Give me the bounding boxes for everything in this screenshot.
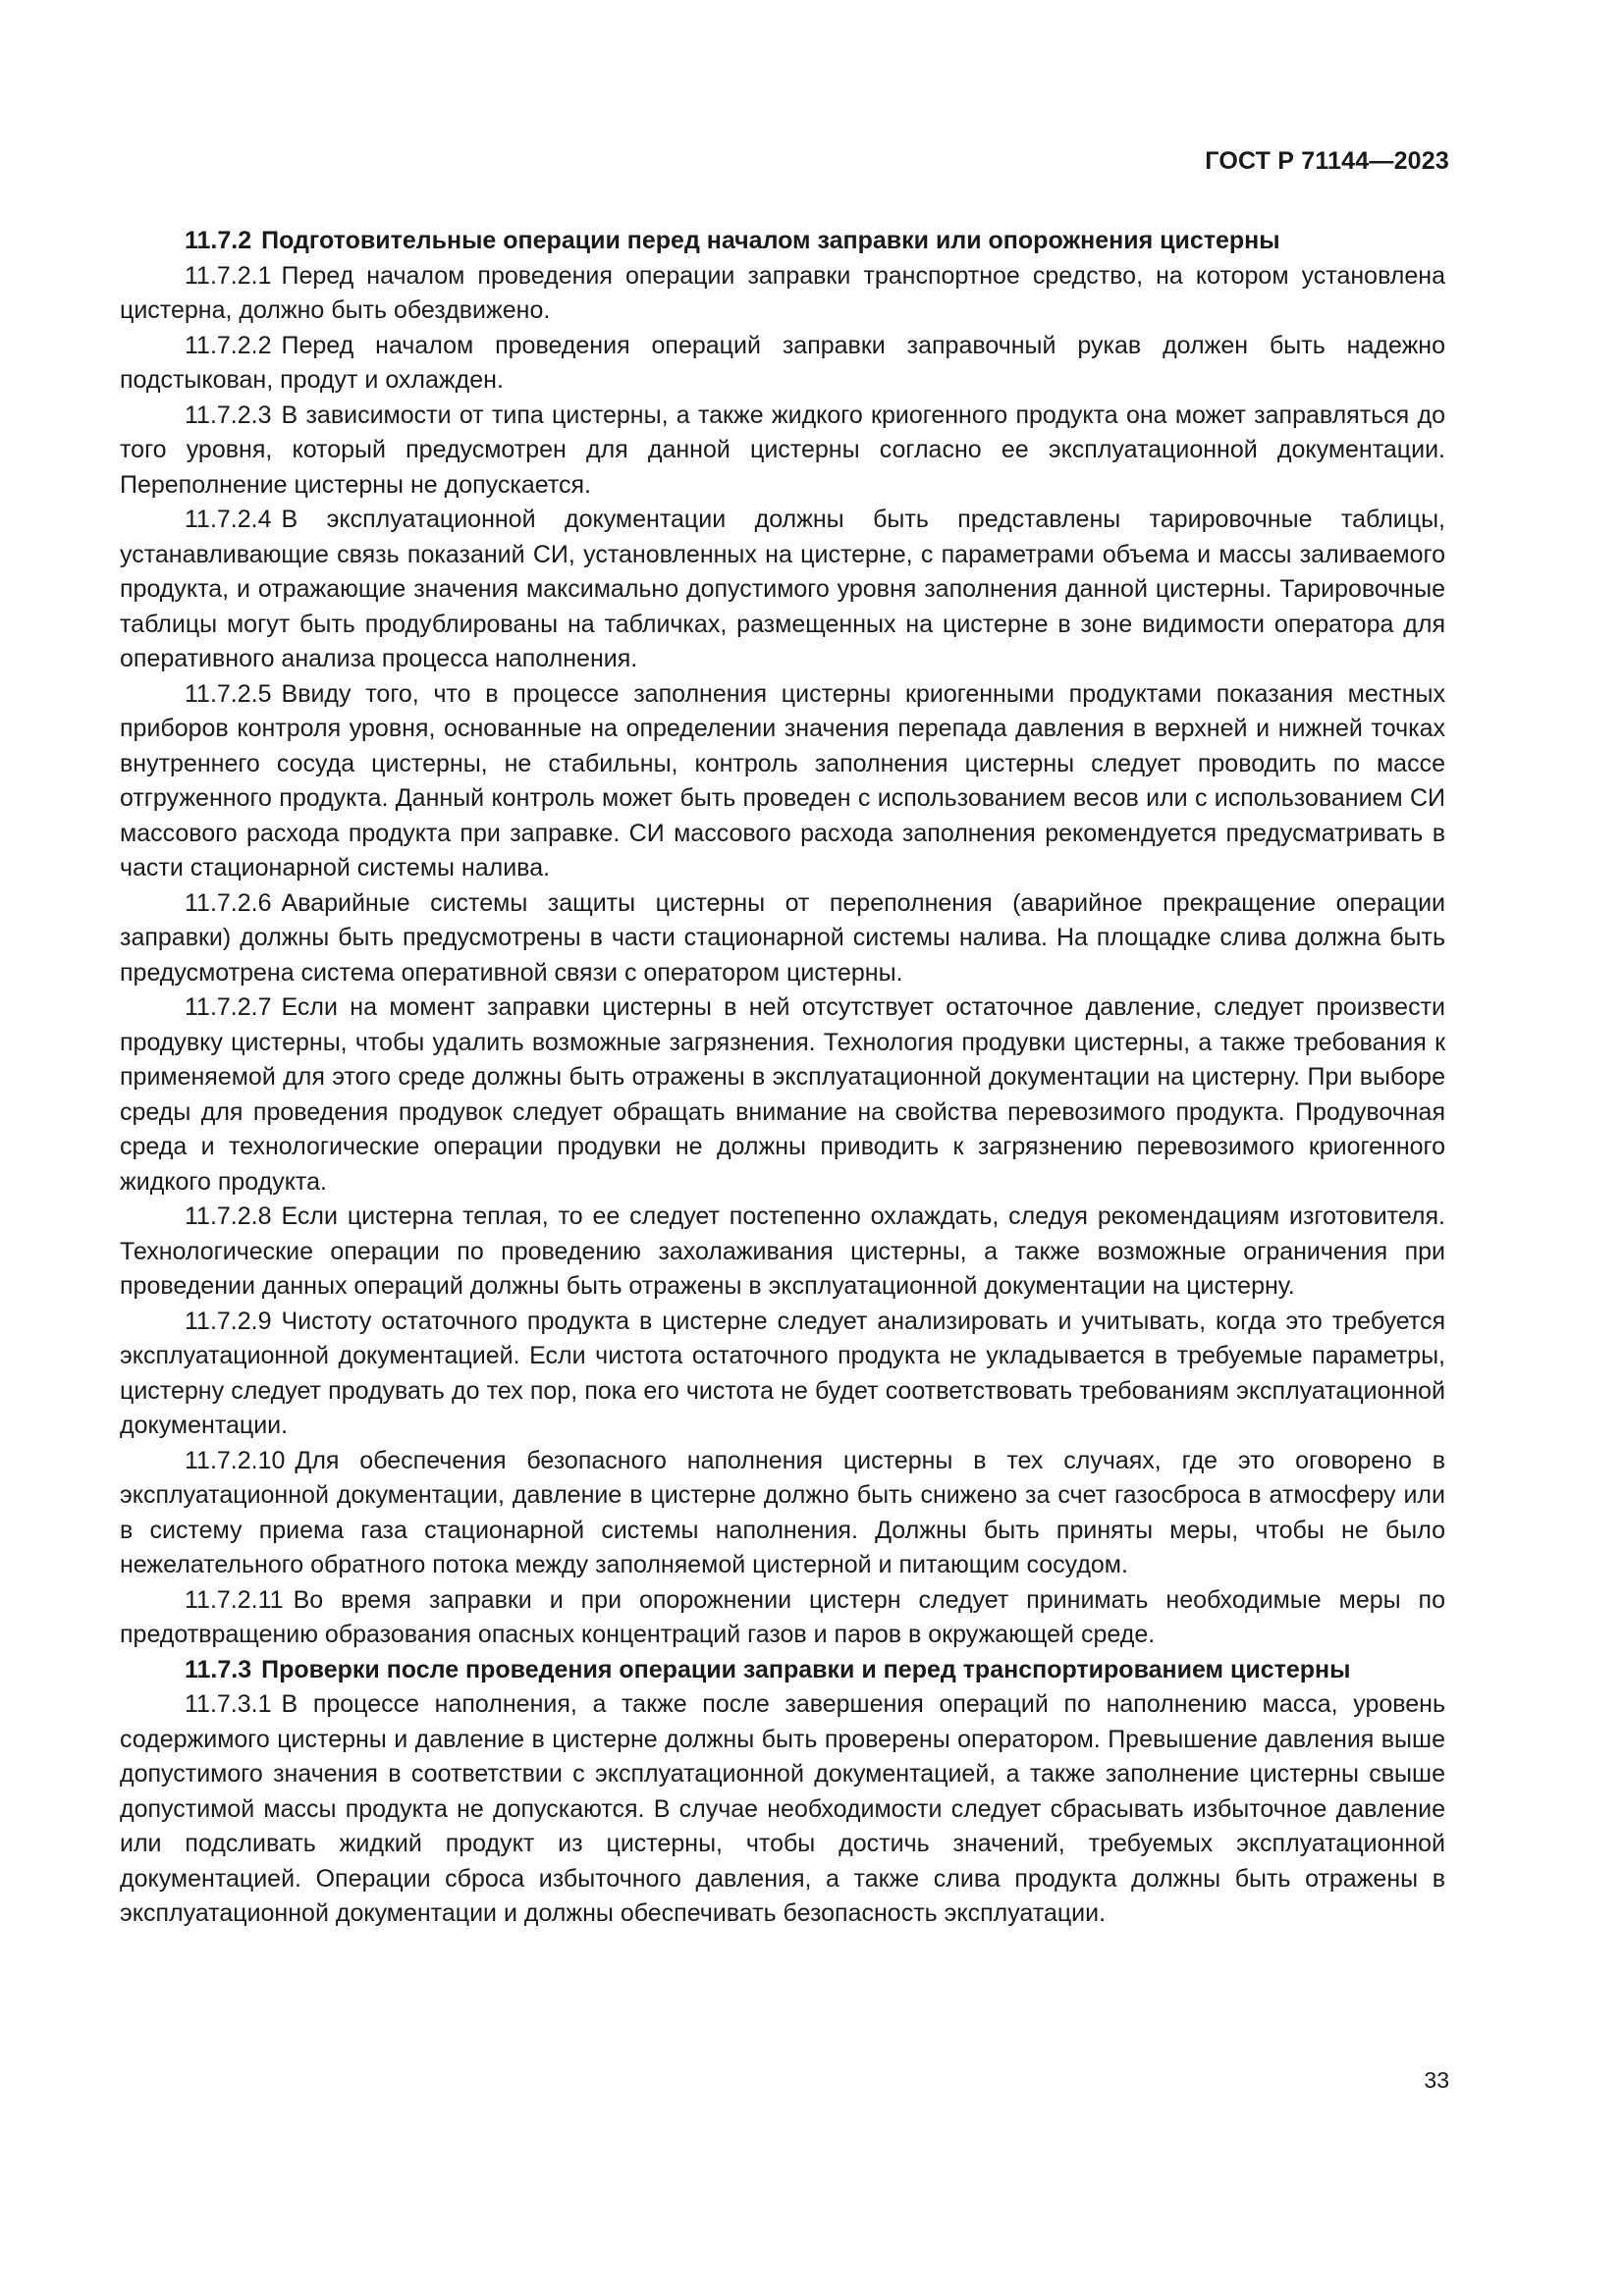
clause-text: В эксплуатационной документации должны быть представлены тарировочные таблицы, устанавливающие связь показаний СИ, установленных на цистерне, с параметрами объема и массы заливаемого продукта, и отражающие значения максимально допустимого уровня заполнения данной цистерны. Тарировочные таблицы могут быть продублированы на табличках, размещенных на цистерне в зоне видимости оператора для оперативного анализа процесса наполнения. <box>120 506 1445 672</box>
clause-text: Для обеспечения безопасного наполнения цистерны в тех случаях, где это оговорено в эксплуатационной документации, давление в цистерне должно быть снижено за счет газосброса в атмосферу или в систему приема газа стационарной системы наполнения. Должны быть приняты меры, чтобы не было нежелательного обратного потока между заполняемой цистерной и питающим сосудом. <box>120 1446 1445 1578</box>
clause-11-7-2-4 <box>120 503 1445 677</box>
clause-text: В зависимости от типа цистерны, а также жидкого криогенного продукта она может заправляться до того уровня, который предусмотрен для данной цистерны согласно ее эксплуатационной документации. Переполнение цистерны не допускается. <box>120 400 1445 499</box>
clause-text: Проверки после проведения операции заправки и перед транспортированием цистерны <box>261 1655 1351 1683</box>
document-body <box>120 224 1445 1932</box>
clause-number: 11.7.2.4 <box>185 506 272 533</box>
clause-number: 11.7.3 <box>185 1655 252 1683</box>
clause-11-7-2-10 <box>120 1444 1445 1583</box>
clause-11-7-2-11 <box>120 1583 1445 1653</box>
clause-number: 11.7.2.6 <box>185 888 272 917</box>
clause-text: Подготовительные операции перед началом заправки или опорожнения цистерны <box>261 227 1280 254</box>
clause-11-7-3-1 <box>120 1687 1445 1932</box>
clause-11-7-2-7 <box>120 990 1445 1200</box>
clause-text: Во время заправки и при опорожнении цистерн следует принимать необходимые меры по предотвращению образования опасных концентраций газов и паров в окружающей среде. <box>120 1585 1445 1648</box>
clause-number: 11.7.2 <box>185 227 252 254</box>
clause-11-7-2-3 <box>120 399 1445 504</box>
clause-number: 11.7.2.5 <box>185 679 272 708</box>
clause-number: 11.7.2.11 <box>185 1585 284 1614</box>
clause-11-7-2-5 <box>120 677 1445 886</box>
clause-text: Если цистерна теплая, то ее следует постепенно охлаждать, следуя рекомендациям изготовителя. Технологические операции по проведению захолаживания цистерны, а также возможные ограничения при проведении данных операций должны быть отражены в эксплуатационной документации на цистерну. <box>120 1202 1445 1300</box>
clause-11-7-2-9 <box>120 1305 1445 1444</box>
clause-text: Чистоту остаточного продукта в цистерне следует анализировать и учитывать, когда это требуется эксплуатационной документацией. Если чистота остаточного продукта не укладывается в требуемые параметры, цистерну следует продувать до тех пор, пока его чистота не будет соответствовать требованиям эксплуатационной документации. <box>120 1307 1445 1439</box>
clause-number: 11.7.2.1 <box>185 261 272 290</box>
clause-text: В процессе наполнения, а также после завершения операций по наполнению масса, уровень содержимого цистерны и давление в цистерне должны быть проверены оператором. Превышение давления выше допустимого значения в соответствии с эксплуатационной документацией, а также заполнение цистерны свыше допустимой массы продукта не допускаются. В случае необходимости следует сбрасывать избыточное давление или подсливать жидкий продукт из цистерны, чтобы достичь значений, требуемых эксплуатационной документацией. Операции сброса избыточного давления, а также слива продукта должны быть отражены в эксплуатационной документации и должны обеспечивать безопасность эксплуатации. <box>120 1690 1445 1927</box>
page-number: 33 <box>1424 2067 1449 2093</box>
clause-number: 11.7.2.3 <box>185 400 272 429</box>
section-heading-11-7-2 <box>120 224 1445 259</box>
clause-text: Перед началом проведения операции заправки транспортное средство, на котором установлена цистерна, должно быть обездвижено. <box>120 261 1445 324</box>
clause-number: 11.7.2.2 <box>185 331 272 359</box>
document-code-header: ГОСТ Р 71144—2023 <box>1205 147 1449 175</box>
clause-number: 11.7.3.1 <box>185 1690 272 1718</box>
clause-11-7-2-6 <box>120 886 1445 991</box>
clause-11-7-2-2 <box>120 329 1445 399</box>
clause-text: Ввиду того, что в процессе заполнения цистерны криогенными продуктами показания местных приборов контроля уровня, основанные на определении значения перепада давления в верхней и нижней точках внутреннего сосуда цистерны, не стабильны, контроль заполнения цистерны следует проводить по массе отгруженного продукта. Данный контроль может быть проведен с использованием весов или с использованием СИ массового расхода продукта при заправке. СИ массового расхода заполнения рекомендуется предусматривать в части стационарной системы налива. <box>120 679 1445 881</box>
clause-number: 11.7.2.8 <box>185 1202 272 1230</box>
clause-11-7-2-1 <box>120 259 1445 329</box>
clause-number: 11.7.2.9 <box>185 1307 272 1335</box>
clause-number: 11.7.2.7 <box>185 993 272 1021</box>
section-heading-11-7-3 <box>120 1653 1445 1688</box>
clause-number: 11.7.2.10 <box>185 1446 286 1474</box>
clause-text: Перед началом проведения операций заправки заправочный рукав должен быть надежно подстыкован, продут и охлажден. <box>120 331 1445 394</box>
clause-11-7-2-8 <box>120 1200 1445 1305</box>
clause-text: Аварийные системы защиты цистерны от переполнения (аварийное прекращение операции заправки) должны быть предусмотрены в части стационарной системы налива. На площадке слива должна быть предусмотрена система оперативной связи с оператором цистерны. <box>120 888 1445 987</box>
clause-text: Если на момент заправки цистерны в ней отсутствует остаточное давление, следует произвести продувку цистерны, чтобы удалить возможные загрязнения. Технология продувки цистерны, а также требования к применяемой для этого среде должны быть отражены в эксплуатационной документации на цистерну. При выборе среды для проведения продувок следует обращать внимание на свойства перевозимого продукта. Продувочная среда и технологические операции продувки не должны приводить к загрязнению перевозимого криогенного жидкого продукта. <box>120 993 1445 1196</box>
